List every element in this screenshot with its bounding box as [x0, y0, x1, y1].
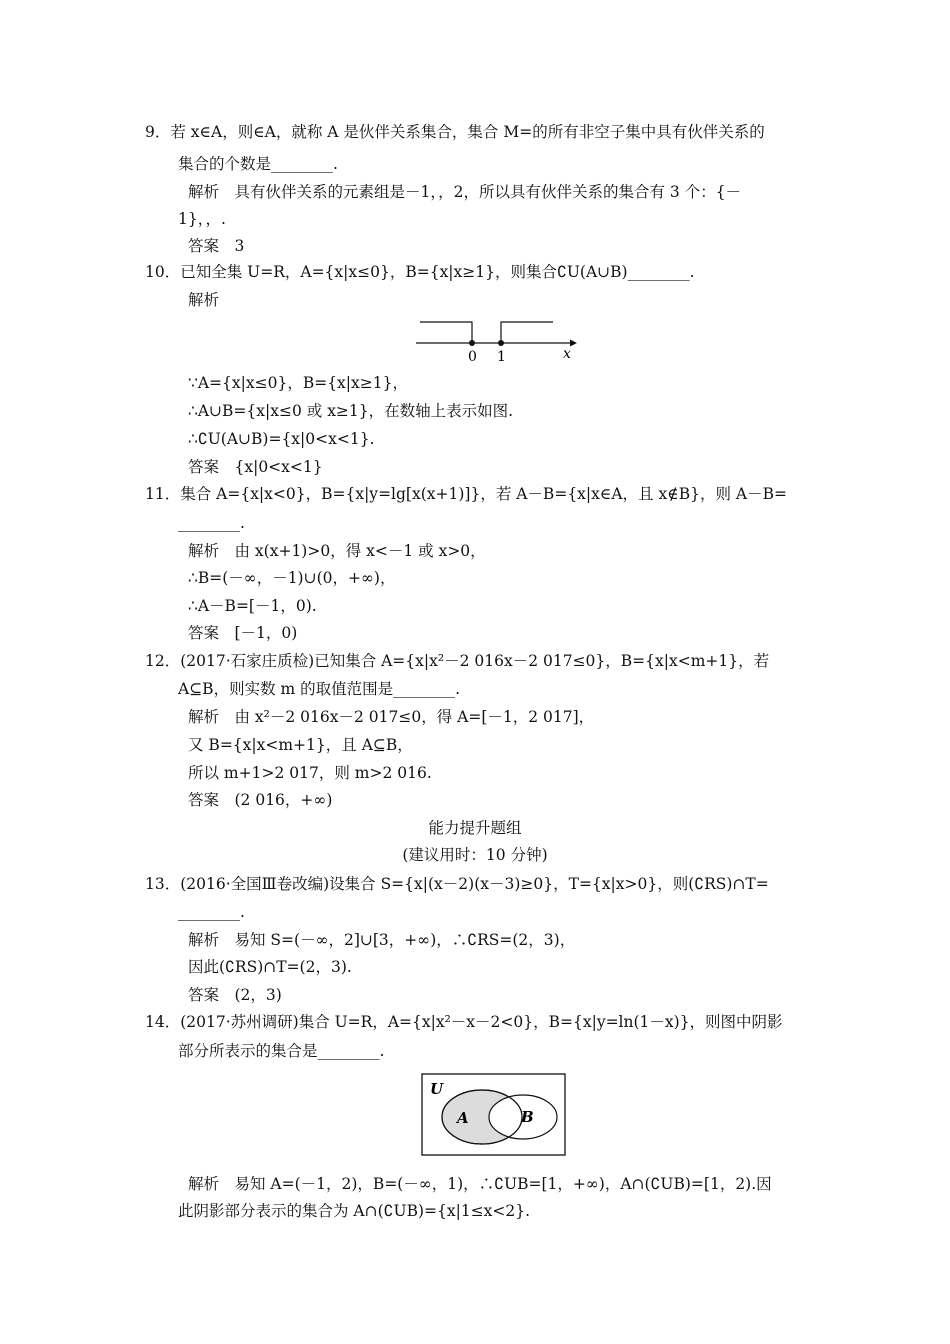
q12-answer: 答案 (2 016，+∞)	[188, 791, 333, 809]
set-a-bracket	[420, 322, 472, 343]
q9-answer: 答案 3	[188, 237, 245, 255]
q12-step-3: 所以 m+1>2 017，则 m>2 016.	[188, 764, 432, 782]
point-one	[498, 340, 504, 346]
q9-line-2: 集合的个数是________.	[178, 155, 338, 173]
q10-analysis-label: 解析	[188, 291, 220, 309]
q10-answer: 答案 {x|0<x<1}	[188, 458, 323, 476]
q14-step-2: 此阴影部分表示的集合为 A∩(∁UB)={x|1≤x<2}.	[178, 1202, 531, 1220]
axis-label-x: x	[563, 346, 571, 362]
tick-label-one: 1	[497, 349, 506, 364]
label-a: A	[457, 1109, 469, 1127]
section-subtitle: (建议用时：10 分钟)	[402, 846, 548, 864]
q14-line-2: 部分所表示的集合是________.	[178, 1042, 385, 1060]
q9-analysis-2: 1}，，.	[178, 210, 226, 228]
q13-step-1: 解析 易知 S=(－∞，2]∪[3，+∞)，∴∁RS=(2，3)，	[188, 931, 576, 949]
q10-step-2: ∴A∪B={x|x≤0 或 x≥1}，在数轴上表示如图.	[188, 402, 514, 420]
q13-line-1: 13．(2016·全国Ⅲ卷改编)设集合 S={x|(x－2)(x－3)≥0}，T={x|x>0}，则(∁RS)∩T=	[145, 875, 769, 893]
q14-line-1: 14．(2017·苏州调研)集合 U=R，A={x|x²－x－2<0}，B={x|y=ln(1－x)}，则图中阴影	[145, 1013, 783, 1031]
venn-diagram-figure	[420, 1072, 570, 1158]
q11-step-2: ∴B=(－∞，－1)∪(0，+∞)，	[188, 569, 396, 587]
q12-step-2: 又 B={x|x<m+1}，且 A⊆B，	[188, 736, 413, 754]
q9-analysis-1: 解析 具有伙伴关系的元素组是－1，，2，所以具有伙伴关系的集合有 3 个：{－	[188, 183, 742, 201]
set-b-bracket	[501, 322, 553, 343]
q10-step-3: ∴∁U(A∪B)={x|0<x<1}.	[188, 430, 375, 448]
q11-answer: 答案 [－1，0)	[188, 624, 298, 642]
q12-step-1: 解析 由 x²－2 016x－2 017≤0，得 A=[－1，2 017]，	[188, 708, 595, 726]
label-u: U	[430, 1080, 444, 1098]
q14-step-1: 解析 易知 A=(－1，2)，B=(－∞，1)，∴∁UB=[1，+∞)，A∩(∁UB)=[1，2).因	[188, 1175, 772, 1193]
q13-answer: 答案 (2，3)	[188, 986, 282, 1004]
q11-step-1: 解析 由 x(x+1)>0，得 x<－1 或 x>0，	[188, 542, 486, 560]
q9-line-1: 9．若 x∈A，则∈A，就称 A 是伙伴关系集合，集合 M=的所有非空子集中具有伙伴关系的	[145, 123, 765, 141]
axis-arrow	[570, 340, 577, 347]
q12-line-1: 12．(2017·石家庄质检)已知集合 A={x|x²－2 016x－2 017≤0}，B={x|x<m+1}，若	[145, 652, 770, 670]
q12-line-2: A⊆B，则实数 m 的取值范围是________.	[178, 680, 461, 698]
q11-line-1: 11．集合 A={x|x<0}，B={x|y=lg[x(x+1)]}，若 A－B={x|x∈A，且 x∉B}，则 A－B=	[145, 485, 787, 503]
q10-step-1: ∵A={x|x≤0}，B={x|x≥1}，	[188, 374, 408, 392]
section-title: 能力提升题组	[428, 819, 522, 837]
q13-step-2: 因此(∁RS)∩T=(2，3).	[188, 958, 352, 976]
q11-line-2: ________.	[178, 514, 245, 532]
q11-step-3: ∴A－B=[－1，0).	[188, 597, 317, 615]
tick-label-zero: 0	[468, 349, 477, 364]
point-zero	[469, 340, 475, 346]
q13-line-2: ________.	[178, 903, 245, 921]
q10-line-1: 10．已知全集 U=R，A={x|x≤0}，B={x|x≥1}，则集合∁U(A∪B)________.	[145, 263, 695, 281]
number-line-figure	[410, 312, 580, 364]
label-b: B	[521, 1108, 534, 1126]
